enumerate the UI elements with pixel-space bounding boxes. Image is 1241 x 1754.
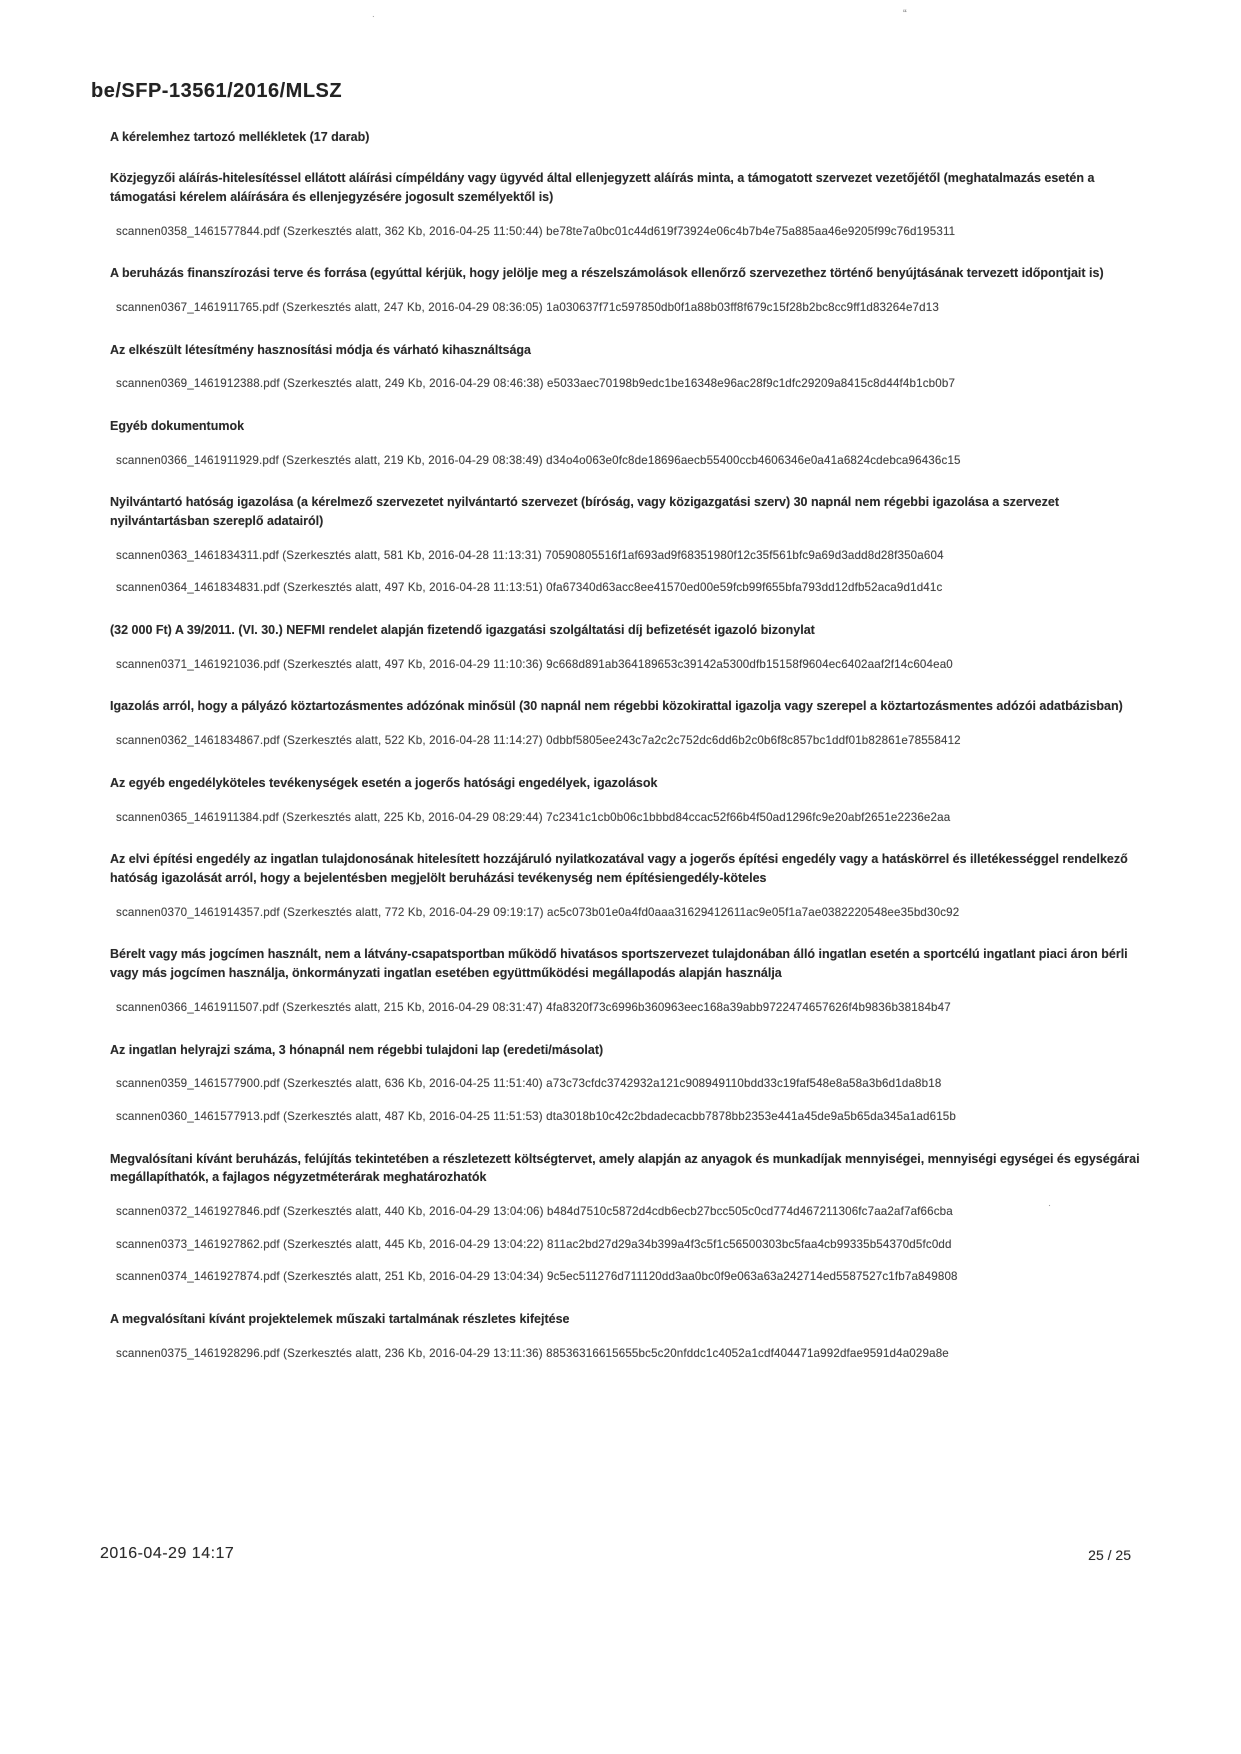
attachment-section: [110, 493, 1155, 596]
attachment-file-line: scannen0373_1461927862.pdf (Szerkesztés alatt, 445 Kb, 2016-04-29 13:04:22) 811ac2bd27d29a34b399a4f3c5f1c56500303bc5faa4cb99335b54370d5fc0dd: [116, 1237, 952, 1251]
attachment-section-heading: Az elvi építési engedély az ingatlan tulajdonosának hitelesített hozzájáruló nyilatkozatával vagy a jogerős építési engedély vagy a hatáskörrel és illetékességgel rendelkező hatóság igazolását arról, hogy a bejelentésben megjelölt beruházási tevékenység nem építésiengedély-köteles: [110, 852, 1128, 886]
attachment-file-line: scannen0367_1461911765.pdf (Szerkesztés alatt, 247 Kb, 2016-04-29 08:36:05) 1a030637f71c597850db0f1a88b03ff8f679c15f28b2bc8cc9ff1d83264e7d13: [116, 300, 939, 314]
attachment-section: [110, 774, 1155, 825]
attachment-file-line: scannen0364_1461834831.pdf (Szerkesztés alatt, 497 Kb, 2016-04-28 11:13:51) 0fa67340d63acc8ee41570ed00e59fcb99f655bfa793dd12dfb52aca9d1d41c: [116, 581, 943, 595]
document-id: be/SFP-13561/2016/MLSZ: [91, 80, 343, 102]
footer-page-number: 25 / 25: [1088, 1547, 1131, 1563]
attachment-file-line: scannen0363_1461834311.pdf (Szerkesztés alatt, 581 Kb, 2016-04-28 11:13:31) 70590805516f1af693ad9f68351980f12c35f561bfc9a69d3add8d28f350a604: [116, 548, 944, 562]
attachment-section: [110, 1150, 1155, 1285]
attachment-section-heading: Közjegyzői aláírás-hitelesítéssel ellátott aláírási címpéldány vagy ügyvéd által ellenjegyzett aláírás minta, a támogatott szervezet vezetőjétől (meghatalmazás esetén a támogatási kérelem aláírására és ellenjegyzésére jogosult személyektől is): [110, 171, 1095, 204]
attachment-file-line: scannen0369_1461912388.pdf (Szerkesztés alatt, 249 Kb, 2016-04-29 08:46:38) e5033aec70198b9edc1be16348e96ac28f9c1dfc29209a8415c8d44f4b1cb0b7: [116, 377, 956, 391]
attachment-file-line: scannen0366_1461911929.pdf (Szerkesztés alatt, 219 Kb, 2016-04-29 08:38:49) d34o4o063e0fc8de18696aecb55400ccb4606346e0a41a6824cdebca96436c15: [116, 453, 961, 467]
attachment-section: [110, 945, 1155, 1015]
attachment-section-heading: Az ingatlan helyrajzi száma, 3 hónapnál nem régebbi tulajdoni lap (eredeti/másolat): [110, 1042, 604, 1057]
attachment-section: [110, 169, 1155, 239]
attachment-file-line: scannen0370_1461914357.pdf (Szerkesztés alatt, 772 Kb, 2016-04-29 09:19:17) ac5c073b01e0a4fd0aaa31629412611ac9e05f1a7ae0382220548ee35bd30c92: [116, 905, 960, 919]
attachment-file-line: scannen0365_1461911384.pdf (Szerkesztés alatt, 225 Kb, 2016-04-29 08:29:44) 7c2341c1cb0b06c1bbbd84ccac52f66b4f50ad1296fc9e20abf2651e2236e2aa: [116, 810, 951, 824]
attachment-file-line: scannen0372_1461927846.pdf (Szerkesztés alatt, 440 Kb, 2016-04-29 13:04:06) b484d7510c5872d4cdb6ecb27bcc505c0cd774d467211306fc7aa2af7af66cba: [116, 1205, 953, 1219]
attachments-title: A kérelemhez tartozó mellékletek (17 darab): [110, 130, 370, 144]
attachment-section: [110, 341, 1155, 392]
attachment-section: [110, 1310, 1155, 1361]
attachment-file-line: scannen0375_1461928296.pdf (Szerkesztés alatt, 236 Kb, 2016-04-29 13:11:36) 88536316615655bc5c20nfddc1c4052a1cdf404471a992dfae9591d4a029a8e: [116, 1346, 949, 1360]
attachment-section: [110, 1041, 1155, 1125]
attachment-section-heading: A megvalósítani kívánt projektelemek műszaki tartalmának részletes kifejtése: [110, 1312, 570, 1326]
sections: [110, 169, 1155, 1361]
attachment-file-line: scannen0374_1461927874.pdf (Szerkesztés alatt, 251 Kb, 2016-04-29 13:04:34) 9c5ec511276d711120dd3aa0bc0f9e063a63a242714ed5587527c1fb7a849808: [116, 1270, 958, 1284]
attachment-section-heading: Az egyéb engedélyköteles tevékenységek esetén a jogerős hatósági engedélyek, igazolások: [110, 775, 658, 790]
attachment-section-heading: Az elkészült létesítmény hasznosítási módja és várható kihasználtsága: [110, 342, 531, 357]
scan-artifact: “: [903, 8, 907, 20]
attachment-section-heading: Bérelt vagy más jogcímen használt, nem a látvány-csapatsportban működő hivatásos sportszervezet tulajdonában álló ingatlan esetén a sportcélú ingatlant piaci áron bérli vagy más jogcímen használja, önkormányzati ingatlan esetében együttműködési megállapodás alapján használja: [110, 947, 1128, 981]
attachment-section: [110, 697, 1155, 748]
scan-artifact: ·: [1048, 1200, 1051, 1210]
attachment-file-line: scannen0362_1461834867.pdf (Szerkesztés alatt, 522 Kb, 2016-04-28 11:14:27) 0dbbf5805ee243c7a2c2c752dc6dd6b2c0b6f8c857bc1ddf01b82861e78558412: [116, 734, 961, 748]
attachment-file-line: scannen0366_1461911507.pdf (Szerkesztés alatt, 215 Kb, 2016-04-29 08:31:47) 4fa8320f73c6996b360963eec168a39abb9722474657626f4b9836b38184b47: [116, 1000, 951, 1014]
attachment-section: [110, 417, 1155, 468]
attachment-section: [110, 621, 1155, 672]
attachment-file-line: scannen0359_1461577900.pdf (Szerkesztés alatt, 636 Kb, 2016-04-25 11:51:40) a73c73cfdc3742932a121c908949110bdd33c19faf548e8a58a3b6d1da8b18: [116, 1077, 942, 1091]
attachment-file-line: scannen0360_1461577913.pdf (Szerkesztés alatt, 487 Kb, 2016-04-25 11:51:53) dta3018b10c42c2bdadecacbb7878bb2353e441a45de9a5b65da345a1ad615b: [116, 1109, 956, 1123]
scan-artifact: ·: [372, 12, 375, 21]
attachment-section-heading: Egyéb dokumentumok: [110, 418, 245, 433]
attachment-file-line: scannen0371_1461921036.pdf (Szerkesztés alatt, 497 Kb, 2016-04-29 11:10:36) 9c668d891ab364189653c39142a5300dfb15158f9604ec6402aaf2f14c604ea0: [116, 657, 953, 671]
attachment-section-heading: A beruházás finanszírozási terve és forrása (egyúttal kérjük, hogy jelölje meg a részelszámolások ellenőrző szervezethez történő benyújtásának tervezett időpontjait is): [110, 266, 1104, 281]
attachment-section: [110, 264, 1155, 315]
footer-print-date: 2016-04-29 14:17: [100, 1545, 235, 1562]
attachment-section-heading: Nyilvántartó hatóság igazolása (a kérelmező szervezetet nyilvántartó szervezet (bíróság, vagy közigazgatási szerv) 30 napnál nem régebbi igazolása a szervezet nyilvántartásban szereplő adatairól): [110, 495, 1059, 529]
attachments-content: [110, 130, 1155, 1361]
attachment-section-heading: (32 000 Ft) A 39/2011. (VI. 30.) NEFMI rendelet alapján fizetendő igazgatási szolgáltatási díj befizetését igazoló bizonylat: [110, 623, 815, 638]
attachment-section-heading: Megvalósítani kívánt beruházás, felújítás tekintetében a részletezett költségtervet, amely alapján az anyagok és munkadíjak mennyiségei, mennyiségi egységei és egységárai megállapíthatók, a fajlagos négyzetméterárak meghatározhatók: [110, 1151, 1140, 1185]
attachment-section-heading: Igazolás arról, hogy a pályázó köztartozásmentes adózónak minősül (30 napnál nem régebbi közokirattal igazolja vagy szerepel a köztartozásmentes adózói adatbázisban): [110, 699, 1123, 714]
attachment-section: [110, 850, 1155, 920]
attachment-file-line: scannen0358_1461577844.pdf (Szerkesztés alatt, 362 Kb, 2016-04-25 11:50:44) be78te7a0bc01c44d619f73924e06c4b7b4e75a885aa46e9205f99c76d195311: [116, 224, 956, 238]
